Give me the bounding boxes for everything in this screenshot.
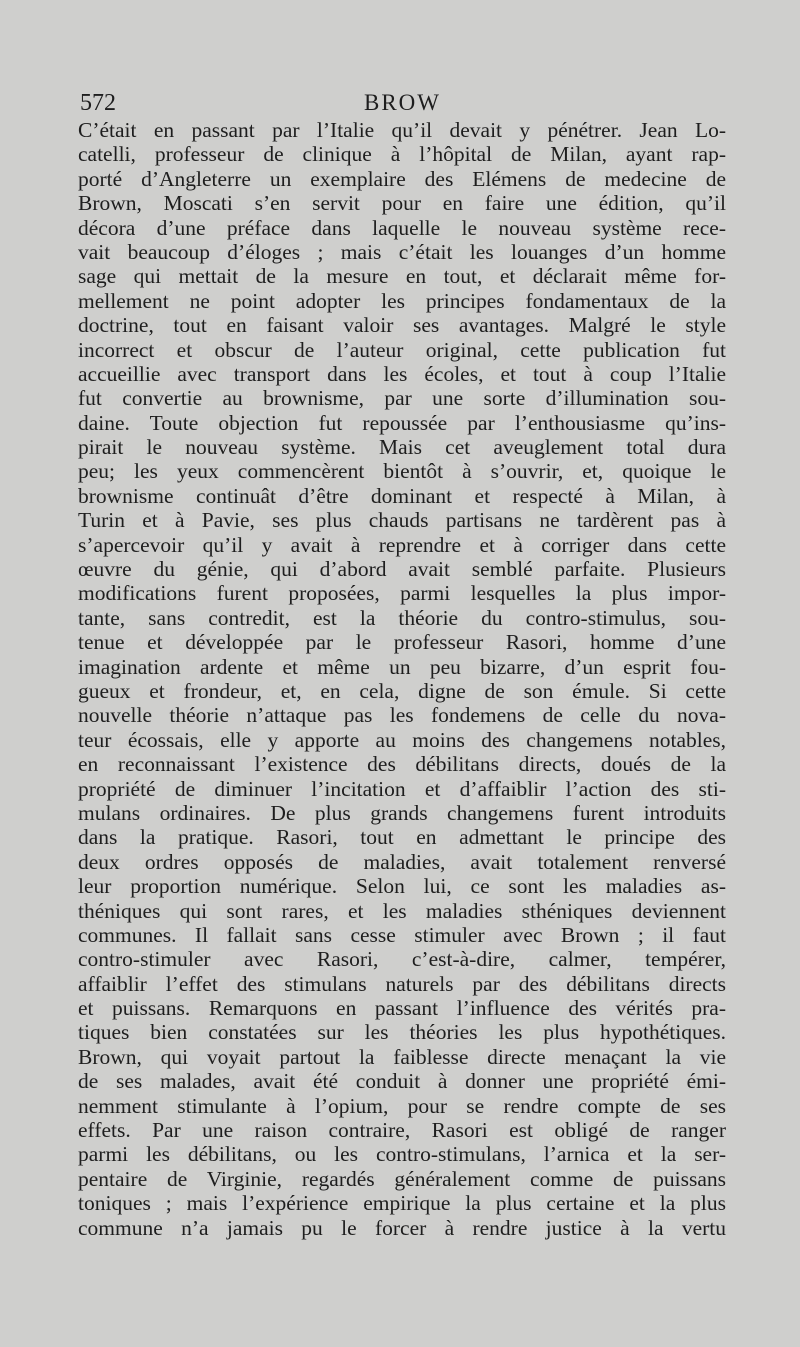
text-line: nemment stimulante à l’opium, pour se rendre compte de ses [78,1093,726,1118]
text-line: Turin et à Pavie, ses plus chauds partisans ne tardèrent pas à [78,508,726,533]
text-line: modifications furent proposées, parmi lesquelles la plus impor- [78,581,726,606]
text-line: effets. Par une raison contraire, Rasori est obligé de ranger [78,1118,726,1143]
text-line: accueillie avec transport dans les écoles, et tout à coup l’Italie [78,361,726,386]
page-header [80,86,725,120]
text-line: imagination ardente et même un peu bizarre, d’un esprit fou- [78,654,726,679]
text-line: sage qui mettait de la mesure en tout, et déclarait même for- [78,264,726,289]
text-line: incorrect et obscur de l’auteur original, cette publication fut [78,337,726,362]
text-line: propriété de diminuer l’incitation et d’affaiblir l’action des sti- [78,776,726,801]
text-line: communes. Il fallait sans cesse stimuler avec Brown ; il faut [78,922,726,947]
text-line: toniques ; mais l’expérience empirique la plus certaine et la plus [78,1191,726,1216]
text-line: peu; les yeux commencèrent bientôt à s’ouvrir, et, quoique le [78,459,726,484]
page-number: 572 [80,90,116,116]
text-line: affaiblir l’effet des stimulans naturels par des débilitans directs [78,971,726,996]
running-head: BROW [364,90,441,115]
text-line: daine. Toute objection fut repoussée par l’enthousiasme qu’ins- [78,410,726,435]
text-line: commune n’a jamais pu le forcer à rendre justice à la vertu [78,1215,726,1240]
text-line: théniques qui sont rares, et les maladies sthéniques deviennent [78,898,726,923]
text-line: tenue et développée par le professeur Rasori, homme d’une [78,630,726,655]
text-line: catelli, professeur de clinique à l’hôpital de Milan, ayant rap- [78,142,726,167]
text-line: parmi les débilitans, ou les contro-stimulans, l’arnica et la ser- [78,1142,726,1167]
text-line: décora d’une préface dans laquelle le nouveau système rece- [78,215,726,240]
text-line: dans la pratique. Rasori, tout en admettant le principe des [78,825,726,850]
text-line: mellement ne point adopter les principes fondamentaux de la [78,288,726,313]
text-line: s’apercevoir qu’il y avait à reprendre et à corriger dans cette [78,532,726,557]
text-line: tiques bien constatées sur les théories les plus hypothétiques. [78,1020,726,1045]
text-line: porté d’Angleterre un exemplaire des Elémens de medecine de [78,166,726,191]
text-line: leur proportion numérique. Selon lui, ce sont les maladies as- [78,874,726,899]
text-line: gueux et frondeur, et, en cela, digne de son émule. Si cette [78,678,726,703]
text-line: deux ordres opposés de maladies, avait totalement renversé [78,849,726,874]
text-line: nouvelle théorie n’attaque pas les fondemens de celle du nova- [78,703,726,728]
text-line: en reconnaissant l’existence des débilitans directs, doués de la [78,752,726,777]
text-line: contro-stimuler avec Rasori, c’est-à-dire, calmer, tempérer, [78,947,726,972]
text-line: tante, sans contredit, est la théorie du contro-stimulus, sou- [78,605,726,630]
text-line: C’était en passant par l’Italie qu’il devait y pénétrer. Jean Lo- [78,118,726,142]
text-line: doctrine, tout en faisant valoir ses avantages. Malgré le style [78,313,726,338]
text-line: œuvre du génie, qui d’abord avait semblé parfaite. Plusieurs [78,557,726,582]
text-line: vait beaucoup d’éloges ; mais c’était les louanges d’un homme [78,239,726,264]
text-line: et puissans. Remarquons en passant l’influence des vérités pra- [78,996,726,1021]
text-line: fut convertie au brownisme, par une sorte d’illumination sou- [78,386,726,411]
text-line: pentaire de Virginie, regardés généralement comme de puissans [78,1166,726,1191]
text-line: mulans ordinaires. De plus grands changemens furent introduits [78,800,726,825]
text-line: Brown, qui voyait partout la faiblesse directe menaçant la vie [78,1044,726,1069]
text-line: Brown, Moscati s’en servit pour en faire une édition, qu’il [78,191,726,216]
text-line: teur écossais, elle y apporte au moins des changemens notables, [78,727,726,752]
text-line: de ses malades, avait été conduit à donner une propriété émi- [78,1069,726,1094]
text-line: brownisme continuât d’être dominant et respecté à Milan, à [78,483,726,508]
body-text [78,118,726,1240]
text-line: pirait le nouveau système. Mais cet aveuglement total dura [78,435,726,460]
